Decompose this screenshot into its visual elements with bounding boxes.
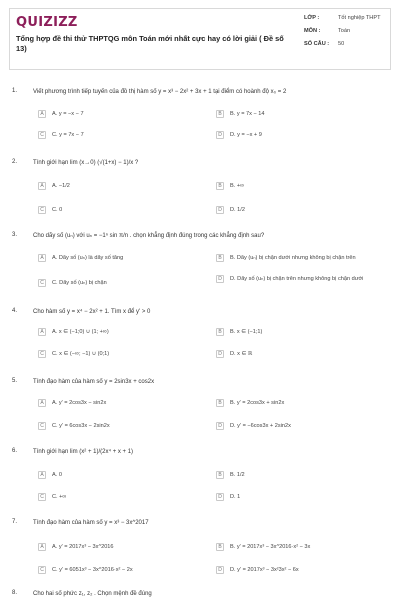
answer-option-a[interactable]	[38, 110, 208, 118]
option-letter: B	[216, 110, 224, 118]
answer-option-a[interactable]	[38, 182, 208, 190]
quizizz-logo: QUIZIZZ	[16, 15, 78, 30]
option-text: C. y' = 6cos3x − 2sin2x	[52, 422, 110, 429]
option-text: D. 1	[230, 493, 241, 500]
option-text: A. y = −x − 7	[52, 110, 84, 117]
question-count-value: 50	[338, 41, 345, 47]
answer-option-d[interactable]	[216, 493, 392, 501]
option-text: C. y' = 6051x³ − 3x^2016·x² − 2x	[52, 566, 133, 573]
option-text: B. y' = 2cos3x + sin2x	[230, 399, 285, 406]
option-letter: A	[38, 543, 46, 551]
answer-option-d[interactable]	[216, 350, 392, 358]
option-letter: D	[216, 275, 224, 283]
answer-option-d[interactable]	[216, 131, 392, 139]
subject-label: MÔN :	[304, 28, 321, 34]
answer-option-c[interactable]	[38, 566, 208, 574]
question-number: 4.	[12, 308, 18, 314]
option-text: C. y = 7x − 7	[52, 131, 84, 138]
option-letter: C	[38, 206, 46, 214]
option-letter: C	[38, 422, 46, 430]
option-letter: D	[216, 350, 224, 358]
answer-option-a[interactable]	[38, 471, 208, 479]
option-text: B. Dãy (uₙ) bị chặn dưới nhưng không bị chặn trên	[230, 254, 356, 261]
option-letter: D	[216, 131, 224, 139]
option-text: C. x ∈ (−∞; −1) ∪ (0;1)	[52, 350, 110, 357]
answer-option-c[interactable]	[38, 422, 208, 430]
question-text: Cho hàm số y = x⁴ − 2x² + 1. Tìm x để y' > 0	[33, 309, 151, 315]
answer-option-c[interactable]	[38, 493, 208, 501]
option-letter: C	[38, 131, 46, 139]
option-text: C. +∞	[52, 493, 67, 500]
question-count-label: SỐ CÂU :	[304, 41, 330, 47]
answer-option-c[interactable]	[38, 131, 208, 139]
option-text: D. 1/2	[230, 206, 245, 213]
option-text: B. y = 7x − 14	[230, 110, 265, 117]
answer-option-c[interactable]	[38, 279, 208, 287]
option-letter: D	[216, 206, 224, 214]
document-title: Tổng hợp đề thi thử THPTQG môn Toán mới nhất cực hay có lời giải ( Đề số 13)	[16, 34, 284, 53]
answer-option-b[interactable]	[216, 328, 392, 336]
option-letter: A	[38, 182, 46, 190]
answer-option-b[interactable]	[216, 182, 392, 190]
question-number: 3.	[12, 232, 18, 238]
option-letter: A	[38, 254, 46, 262]
answer-option-d[interactable]	[216, 206, 392, 214]
answer-option-d[interactable]	[216, 422, 392, 430]
option-letter: A	[38, 471, 46, 479]
option-text: B. y' = 2017x³ − 3x^2016·x² − 3x	[230, 543, 311, 550]
answer-option-a[interactable]	[38, 254, 208, 262]
question-text: Tính đạo hàm của hàm số y = 2sin3x + cos2x	[33, 379, 155, 385]
option-letter: B	[216, 543, 224, 551]
answer-option-a[interactable]	[38, 399, 208, 407]
answer-option-b[interactable]	[216, 110, 392, 118]
answer-option-d[interactable]	[216, 275, 392, 283]
subject-value: Toán	[338, 28, 351, 34]
question-number: 2.	[12, 159, 18, 165]
question-text: Viết phương trình tiếp tuyến của đồ thị hàm số y = x³ − 2x² + 3x + 1 tại điểm có hoành độ x₀ = 2	[33, 89, 287, 95]
question-number: 8.	[12, 590, 18, 596]
answer-option-d[interactable]	[216, 566, 392, 574]
option-text: D. y = −x + 9	[230, 131, 262, 138]
class-label: LỚP :	[304, 15, 320, 21]
question-text: Tính đạo hàm của hàm số y = x³ − 3x^2017	[33, 520, 149, 526]
answer-option-b[interactable]	[216, 254, 392, 262]
option-text: A. −1/2	[52, 182, 70, 189]
option-text: A. Dãy số (uₙ) là dãy số tăng	[52, 254, 124, 261]
option-letter: C	[38, 566, 46, 574]
option-letter: D	[216, 493, 224, 501]
option-letter: C	[38, 350, 46, 358]
answer-option-c[interactable]	[38, 206, 208, 214]
option-letter: A	[38, 399, 46, 407]
option-letter: D	[216, 566, 224, 574]
option-text: B. 1/2	[230, 471, 245, 478]
answer-option-c[interactable]	[38, 350, 208, 358]
question-text: Cho dãy số (uₙ) với uₙ = −1ⁿ sin π/n . chọn khẳng định đúng trong các khẳng định sau?	[33, 233, 265, 239]
option-letter: C	[38, 279, 46, 287]
option-text: A. y' = 2cos3x − sin2x	[52, 399, 107, 406]
question-number: 5.	[12, 378, 18, 384]
option-text: D. x ∈ ℝ	[230, 350, 253, 357]
question-number: 7.	[12, 519, 18, 525]
option-letter: B	[216, 182, 224, 190]
option-letter: D	[216, 422, 224, 430]
question-text: Tính giới hạn lim (x² + 1)/(2x⁴ + x + 1)	[33, 449, 134, 455]
option-text: D. Dãy số (uₙ) bị chặn trên nhưng không bị chặn dưới	[230, 275, 364, 282]
option-letter: C	[38, 493, 46, 501]
option-text: A. y' = 2017x³ − 3x^2016	[52, 543, 114, 550]
answer-option-b[interactable]	[216, 543, 392, 551]
question-text: Tính giới hạn lim (x→0) (√(1+x) − 1)/x ?	[33, 160, 139, 166]
question-text: Cho hai số phức z₁, z₂ . Chọn mệnh đề đúng	[33, 591, 152, 597]
option-letter: A	[38, 328, 46, 336]
question-number: 6.	[12, 448, 18, 454]
option-letter: B	[216, 254, 224, 262]
option-text: D. y' = −6cos3x + 2sin2x	[230, 422, 291, 429]
option-letter: B	[216, 328, 224, 336]
option-letter: B	[216, 471, 224, 479]
worksheet-header	[9, 8, 391, 70]
option-text: A. x ∈ (−1;0) ∪ (1; +∞)	[52, 328, 109, 335]
option-text: B. +∞	[230, 182, 245, 189]
answer-option-a[interactable]	[38, 543, 208, 551]
option-text: D. y' = 2017x³ − 3x²3x² − 6x	[230, 566, 299, 573]
answer-option-b[interactable]	[216, 471, 392, 479]
option-text: B. x ∈ (−1;1)	[230, 328, 263, 335]
class-value: Tốt nghiệp THPT	[338, 15, 381, 21]
option-text: C. 0	[52, 206, 63, 213]
question-number: 1.	[12, 88, 18, 94]
option-text: C. Dãy số (uₙ) bị chặn	[52, 279, 107, 286]
option-text: A. 0	[52, 471, 62, 478]
option-letter: B	[216, 399, 224, 407]
answer-option-b[interactable]	[216, 399, 392, 407]
answer-option-a[interactable]	[38, 328, 208, 336]
option-letter: A	[38, 110, 46, 118]
worksheet-meta	[304, 15, 388, 54]
